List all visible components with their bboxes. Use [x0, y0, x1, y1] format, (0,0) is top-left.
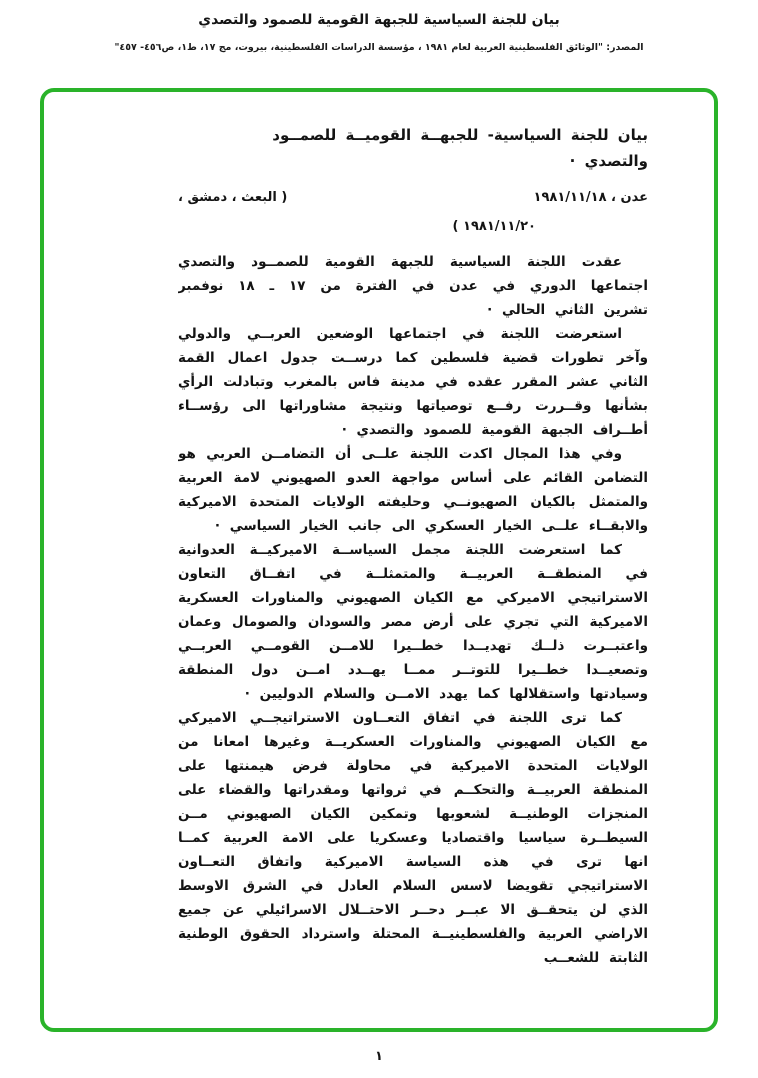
document-paragraph-1: عقدت اللجنة السياسية للجبهة القومية للصمــود والتصدي اجتماعها الدوري في عدن في الفترة من ١٧ ـ ١٨ نوفمبر تشرين الثاني الحالي · [178, 254, 648, 318]
document-paragraph-5: كما ترى اللجنة في اتفاق التعــاون الاستراتيجــي الاميركي مع الكيان الصهيوني والمناورات العسكريــة وغيرها امعانا من الولايات المتحدة الاميركية في محاولة فرض هيمنتها على المنطقة العربيــة والتحكــم في ثرواتها ومقدراتها والقضاء على المنجزات الوطنيــة لشعوبها وتمكين الكيان الصهيوني مــن السيطــرة سياسيا واقتصاديا وعسكريا على الامة العربية كمــا انها ترى في هذه السياسة الاميركية واتفاق التعــاون الاستراتيجي تقويضا لاسس السلام العادل في الشرق الاوسط الذي لن يتحقــق الا عبــر دحــر الاحتــلال الاسرائيلي عن جميع الاراضي العربية والفلسطينيــة المحتلة واسترداد الحقوق الوطنية الثابتة للشعــب [178, 710, 648, 966]
page-number: ١ [375, 1049, 383, 1064]
document-title-line-2: والتصدي · [569, 152, 648, 170]
source-citation: المصدر: "الوثائق الفلسطينية العربية لعام ١٩٨١ ، مؤسسة الدراسات الفلسطينية، بيروت، مج ١٧، ط١، ص٤٥٦- ٤٥٧" [114, 42, 644, 53]
dateline-place-date: عدن ، ١٩٨١/١١/١٨ [533, 190, 648, 205]
document-header-title: بيان للجنة السياسية للجبهة القومية للصمود والتصدي [198, 12, 560, 28]
dateline [178, 188, 648, 237]
document-body [178, 250, 648, 970]
document-title [178, 122, 648, 174]
document-frame [40, 88, 718, 1032]
document-title-line-1: بيان للجنة السياسية- للجبهــة القوميــة للصمــود [272, 126, 648, 144]
dateline-source-close: ١٩٨١/١١/٢٠ ) [452, 219, 536, 234]
dateline-source-open: ( البعث ، دمشق ، [178, 190, 288, 205]
document-paragraph-3: وفي هذا المجال اكدت اللجنة علــى أن التضامــن العربي هو التضامن القائم على أساس مواجهة العدو الصهيوني لامة العربية والمتمثل بالكيان الصهيونــي وحليفته الولايات المتحدة الاميركية والابقــاء علــى الخيار العسكري الى جانب الخيار السياسي · [178, 446, 648, 534]
document-paragraph-4: كما استعرضت اللجنة مجمل السياســة الاميركيــة العدوانية في المنطقــة العربيــة والمتمثلــة في اتفــاق التعاون الاستراتيجي الاميركي مع الكيان الصهيوني والمناورات العسكرية الاميركية التي تجري على أرض مصر والسودان والصومال وعمان واعتبــرت ذلــك تهديــدا خطــيرا للامــن القومــي العربــي وتصعيــدا خطــيرا للتوتــر ممــا يهــدد امــن دول المنطقة وسيادتها واستقلالها كما يهدد الامــن والسلام الدوليين · [178, 542, 648, 702]
page-header [0, 0, 758, 53]
dateline-row-1 [178, 188, 648, 208]
document-content [178, 122, 648, 1010]
document-paragraph-2: استعرضت اللجنة في اجتماعها الوضعين العربــي والدولي وآخر تطورات قضية فلسطين كما درســت جدول اعمال القمة الثاني عشر المقرر عقده في مدينة فاس بالمغرب وتبادلت الرأي بشأنها وقــررت رفــع توصياتها ونتيجة مشاوراتها الى رؤســاء أطــراف الجبهة القومية للصمود والتصدي · [178, 326, 648, 438]
